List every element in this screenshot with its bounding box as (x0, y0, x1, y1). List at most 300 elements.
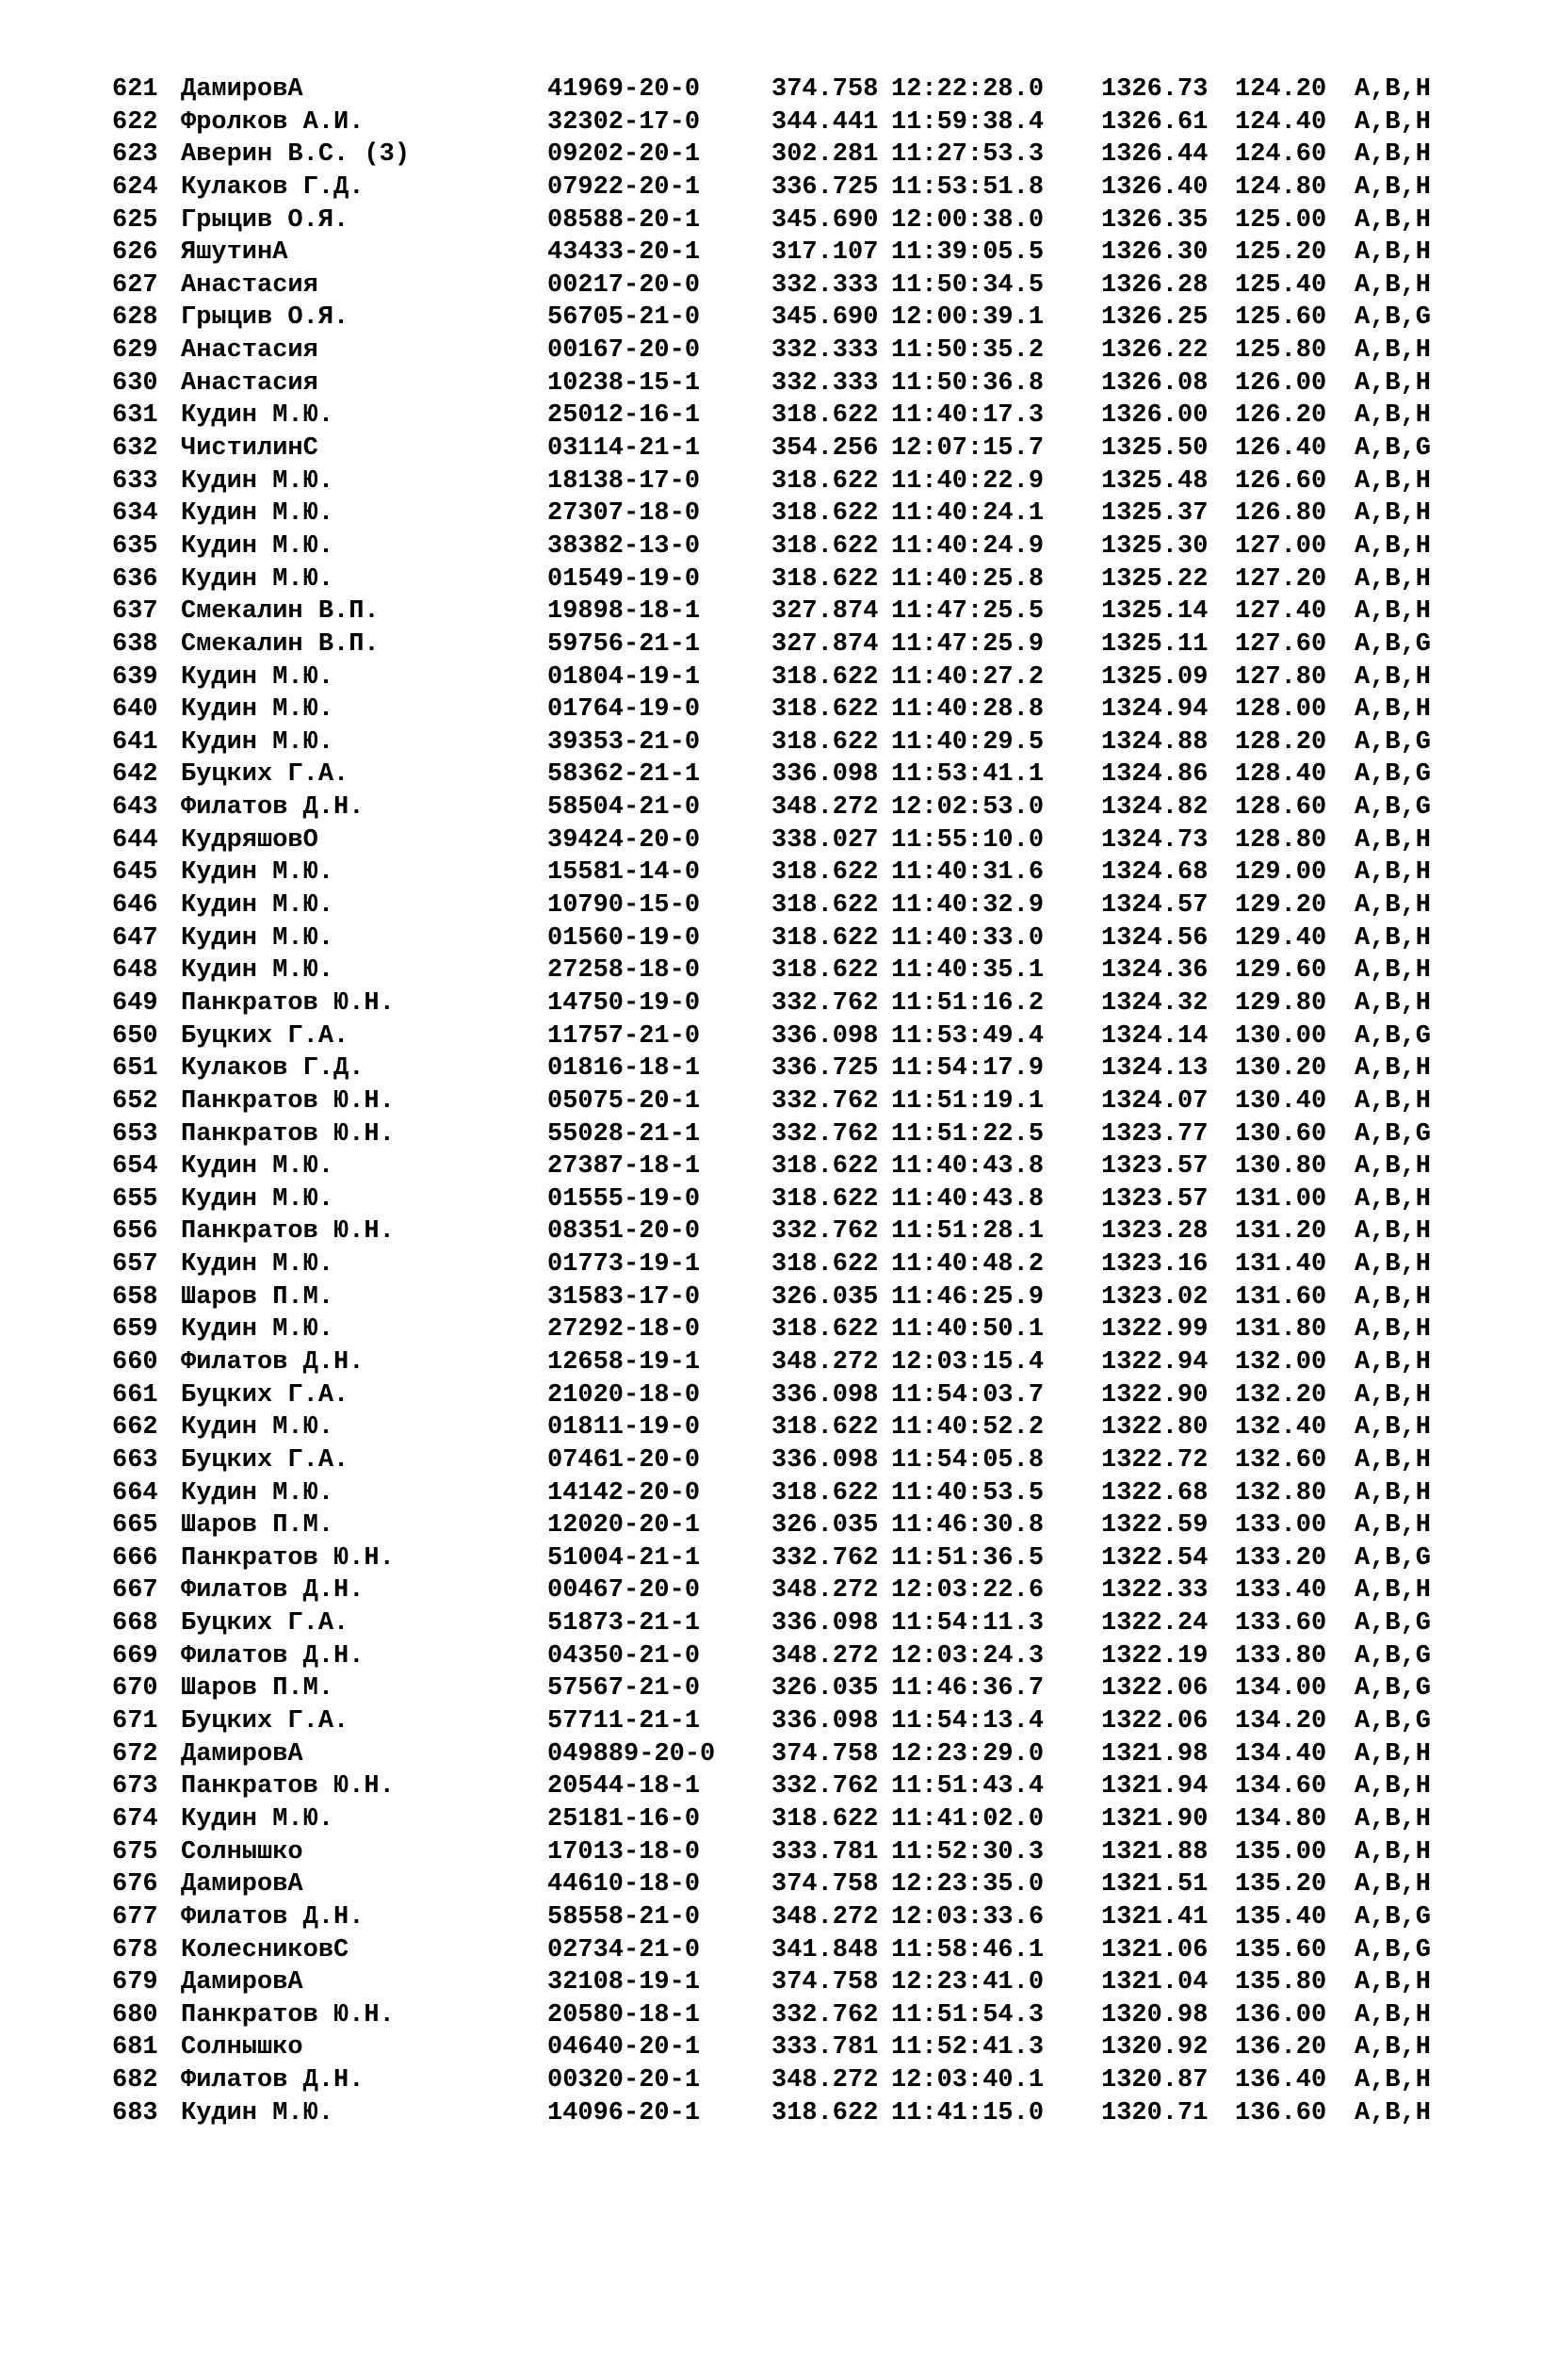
result-row (112, 856, 1432, 889)
score-value: 133.40 (1235, 1576, 1327, 1606)
distance: 318.622 (771, 401, 879, 431)
arrival-time: 11:51:19.1 (891, 1086, 1045, 1116)
arrival-time: 11:54:13.4 (891, 1707, 1045, 1736)
distance: 318.622 (771, 1250, 879, 1280)
result-row (112, 399, 1432, 432)
ring-code: 07922-20-1 (547, 172, 701, 202)
result-row (112, 889, 1432, 922)
participant-name: Кулаков Г.Д. (181, 1054, 365, 1084)
category-flags: A,B,H (1355, 531, 1432, 561)
place-number: 635 (112, 531, 158, 561)
distance: 336.098 (771, 1445, 879, 1475)
ring-code: 10238-15-1 (547, 368, 701, 398)
participant-name: Кудин М.Ю. (181, 1478, 334, 1508)
participant-name: Кудин М.Ю. (181, 1315, 334, 1345)
participant-name: Шаров П.М. (181, 1674, 334, 1703)
score-value: 125.00 (1235, 205, 1327, 235)
category-flags: A,B,G (1355, 1935, 1432, 1964)
result-row (112, 1999, 1432, 2032)
arrival-time: 11:27:53.3 (891, 140, 1045, 170)
category-flags: A,B,G (1355, 1609, 1432, 1638)
category-flags: A,B,H (1355, 172, 1432, 202)
speed-value: 1322.33 (1101, 1576, 1209, 1606)
ring-code: 51004-21-1 (547, 1543, 701, 1573)
ring-code: 59756-21-1 (547, 629, 701, 659)
participant-name: Кудин М.Ю. (181, 662, 334, 692)
ring-code: 08588-20-1 (547, 205, 701, 235)
distance: 348.272 (771, 1902, 879, 1932)
distance: 318.622 (771, 1184, 879, 1214)
result-row (112, 269, 1432, 302)
place-number: 671 (112, 1707, 158, 1736)
category-flags: A,B,G (1355, 1021, 1432, 1051)
category-flags: A,B,G (1355, 1543, 1432, 1573)
speed-value: 1320.92 (1101, 2033, 1209, 2062)
category-flags: A,B,H (1355, 2098, 1432, 2127)
arrival-time: 11:40:32.9 (891, 891, 1045, 921)
speed-value: 1321.94 (1101, 1772, 1209, 1801)
place-number: 632 (112, 434, 158, 464)
result-row (112, 1705, 1432, 1738)
arrival-time: 11:40:35.1 (891, 956, 1045, 986)
distance: 336.725 (771, 1054, 879, 1084)
distance: 336.098 (771, 760, 879, 790)
score-value: 127.80 (1235, 662, 1327, 692)
result-row (112, 2097, 1432, 2130)
place-number: 654 (112, 1152, 158, 1182)
score-value: 136.40 (1235, 2066, 1327, 2095)
category-flags: A,B,G (1355, 727, 1432, 757)
result-row (112, 2064, 1432, 2097)
place-number: 672 (112, 1739, 158, 1769)
score-value: 132.40 (1235, 1413, 1327, 1443)
score-value: 124.60 (1235, 140, 1327, 170)
category-flags: A,B,H (1355, 923, 1432, 953)
place-number: 645 (112, 858, 158, 888)
participant-name: Шаров П.М. (181, 1282, 334, 1312)
place-number: 681 (112, 2033, 158, 2062)
ring-code: 00217-20-0 (547, 270, 701, 300)
distance: 326.035 (771, 1282, 879, 1312)
ring-code: 41969-20-0 (547, 75, 701, 104)
arrival-time: 11:46:30.8 (891, 1511, 1045, 1540)
participant-name: Кудин М.Ю. (181, 564, 334, 594)
place-number: 670 (112, 1674, 158, 1703)
place-number: 629 (112, 336, 158, 366)
participant-name: Буцких Г.А. (181, 1445, 349, 1475)
ring-code: 07461-20-0 (547, 1445, 701, 1475)
category-flags: A,B,H (1355, 2033, 1432, 2062)
category-flags: A,B,H (1355, 1413, 1432, 1443)
speed-value: 1322.72 (1101, 1445, 1209, 1475)
participant-name: ДамировА (181, 1968, 303, 1997)
score-value: 133.00 (1235, 1511, 1327, 1540)
arrival-time: 11:51:28.1 (891, 1217, 1045, 1247)
speed-value: 1325.11 (1101, 629, 1209, 659)
distance: 348.272 (771, 1347, 879, 1377)
arrival-time: 12:22:28.0 (891, 75, 1045, 104)
score-value: 135.00 (1235, 1837, 1327, 1867)
score-value: 125.60 (1235, 303, 1327, 333)
arrival-time: 11:40:52.2 (891, 1413, 1045, 1443)
participant-name: Кудин М.Ю. (181, 1152, 334, 1182)
place-number: 668 (112, 1609, 158, 1638)
result-row (112, 595, 1432, 628)
speed-value: 1325.30 (1101, 531, 1209, 561)
ring-code: 01560-19-0 (547, 923, 701, 953)
speed-value: 1325.48 (1101, 466, 1209, 496)
place-number: 660 (112, 1347, 158, 1377)
score-value: 126.80 (1235, 499, 1327, 529)
distance: 332.762 (771, 2000, 879, 2030)
score-value: 134.40 (1235, 1739, 1327, 1769)
ring-code: 03114-21-1 (547, 434, 701, 464)
ring-code: 17013-18-0 (547, 1837, 701, 1867)
speed-value: 1321.06 (1101, 1935, 1209, 1964)
category-flags: A,B,G (1355, 1902, 1432, 1932)
distance: 318.622 (771, 891, 879, 921)
place-number: 621 (112, 75, 158, 104)
distance: 348.272 (771, 2066, 879, 2095)
participant-name: Смекалин В.П. (181, 597, 380, 627)
speed-value: 1321.88 (1101, 1837, 1209, 1867)
speed-value: 1323.77 (1101, 1119, 1209, 1149)
speed-value: 1326.40 (1101, 172, 1209, 202)
arrival-time: 11:40:25.8 (891, 564, 1045, 594)
ring-code: 27292-18-0 (547, 1315, 701, 1345)
score-value: 134.20 (1235, 1707, 1327, 1736)
distance: 318.622 (771, 564, 879, 594)
distance: 374.758 (771, 1968, 879, 1997)
participant-name: Кудин М.Ю. (181, 956, 334, 986)
category-flags: A,B,H (1355, 1347, 1432, 1377)
arrival-time: 11:46:36.7 (891, 1674, 1045, 1703)
participant-name: Буцких Г.А. (181, 760, 349, 790)
participant-name: Панкратов Ю.Н. (181, 1217, 395, 1247)
ring-code: 14750-19-0 (547, 988, 701, 1018)
arrival-time: 11:40:22.9 (891, 466, 1045, 496)
distance: 318.622 (771, 662, 879, 692)
distance: 318.622 (771, 466, 879, 496)
participant-name: КудряшовО (181, 825, 318, 855)
speed-value: 1322.54 (1101, 1543, 1209, 1573)
distance: 318.622 (771, 1804, 879, 1834)
distance: 336.098 (771, 1609, 879, 1638)
category-flags: A,B,H (1355, 1152, 1432, 1182)
result-row (112, 791, 1432, 824)
distance: 345.690 (771, 303, 879, 333)
score-value: 126.40 (1235, 434, 1327, 464)
ring-code: 25012-16-1 (547, 401, 701, 431)
score-value: 132.20 (1235, 1380, 1327, 1410)
ring-code: 00320-20-1 (547, 2066, 701, 2095)
ring-code: 51873-21-1 (547, 1609, 701, 1638)
ring-code: 58558-21-0 (547, 1902, 701, 1932)
result-row (112, 954, 1432, 987)
result-row (112, 1346, 1432, 1379)
distance: 318.622 (771, 858, 879, 888)
ring-code: 01804-19-1 (547, 662, 701, 692)
ring-code: 58504-21-0 (547, 793, 701, 823)
participant-name: Кудин М.Ю. (181, 891, 334, 921)
score-value: 136.60 (1235, 2098, 1327, 2127)
ring-code: 01811-19-0 (547, 1413, 701, 1443)
score-value: 124.80 (1235, 172, 1327, 202)
ring-code: 04350-21-0 (547, 1641, 701, 1671)
result-row (112, 1607, 1432, 1640)
distance: 341.848 (771, 1935, 879, 1964)
participant-name: Кудин М.Ю. (181, 499, 334, 529)
ring-code: 31583-17-0 (547, 1282, 701, 1312)
score-value: 124.20 (1235, 75, 1327, 104)
score-value: 127.40 (1235, 597, 1327, 627)
place-number: 631 (112, 401, 158, 431)
arrival-time: 11:39:05.5 (891, 238, 1045, 268)
score-value: 127.00 (1235, 531, 1327, 561)
score-value: 129.00 (1235, 858, 1327, 888)
distance: 345.690 (771, 205, 879, 235)
category-flags: A,B,H (1355, 1968, 1432, 1997)
place-number: 656 (112, 1217, 158, 1247)
category-flags: A,B,H (1355, 1511, 1432, 1540)
result-row (112, 824, 1432, 857)
place-number: 664 (112, 1478, 158, 1508)
speed-value: 1324.86 (1101, 760, 1209, 790)
ring-code: 55028-21-1 (547, 1119, 701, 1149)
speed-value: 1326.73 (1101, 75, 1209, 104)
speed-value: 1324.73 (1101, 825, 1209, 855)
score-value: 127.60 (1235, 629, 1327, 659)
score-value: 135.20 (1235, 1870, 1327, 1899)
participant-name: Кулаков Г.Д. (181, 172, 365, 202)
arrival-time: 12:03:33.6 (891, 1902, 1045, 1932)
participant-name: КолесниковС (181, 1935, 349, 1964)
distance: 354.256 (771, 434, 879, 464)
arrival-time: 11:40:48.2 (891, 1250, 1045, 1280)
distance: 374.758 (771, 1739, 879, 1769)
distance: 338.027 (771, 825, 879, 855)
category-flags: A,B,H (1355, 891, 1432, 921)
arrival-time: 11:40:27.2 (891, 662, 1045, 692)
speed-value: 1322.06 (1101, 1674, 1209, 1703)
place-number: 644 (112, 825, 158, 855)
participant-name: Панкратов Ю.Н. (181, 988, 395, 1018)
score-value: 131.40 (1235, 1250, 1327, 1280)
ring-code: 05075-20-1 (547, 1086, 701, 1116)
place-number: 653 (112, 1119, 158, 1149)
participant-name: ДамировА (181, 1739, 303, 1769)
speed-value: 1326.28 (1101, 270, 1209, 300)
place-number: 633 (112, 466, 158, 496)
participant-name: Смекалин В.П. (181, 629, 380, 659)
ring-code: 00167-20-0 (547, 336, 701, 366)
category-flags: A,B,H (1355, 2000, 1432, 2030)
result-row (112, 106, 1432, 139)
arrival-time: 11:40:31.6 (891, 858, 1045, 888)
distance: 318.622 (771, 1478, 879, 1508)
speed-value: 1326.44 (1101, 140, 1209, 170)
place-number: 625 (112, 205, 158, 235)
category-flags: A,B,H (1355, 597, 1432, 627)
speed-value: 1323.57 (1101, 1184, 1209, 1214)
category-flags: A,B,G (1355, 1707, 1432, 1736)
arrival-time: 11:50:34.5 (891, 270, 1045, 300)
result-row (112, 1085, 1432, 1118)
distance: 336.098 (771, 1707, 879, 1736)
participant-name: Буцких Г.А. (181, 1609, 349, 1638)
distance: 326.035 (771, 1511, 879, 1540)
participant-name: Анастасия (181, 270, 318, 300)
speed-value: 1324.68 (1101, 858, 1209, 888)
place-number: 658 (112, 1282, 158, 1312)
distance: 318.622 (771, 1152, 879, 1182)
score-value: 129.60 (1235, 956, 1327, 986)
place-number: 679 (112, 1968, 158, 1997)
category-flags: A,B,G (1355, 303, 1432, 333)
place-number: 650 (112, 1021, 158, 1051)
arrival-time: 11:40:17.3 (891, 401, 1045, 431)
place-number: 648 (112, 956, 158, 986)
distance: 318.622 (771, 531, 879, 561)
category-flags: A,B,H (1355, 2066, 1432, 2095)
category-flags: A,B,H (1355, 336, 1432, 366)
score-value: 128.40 (1235, 760, 1327, 790)
ring-code: 10790-15-0 (547, 891, 701, 921)
score-value: 131.60 (1235, 1282, 1327, 1312)
place-number: 667 (112, 1576, 158, 1606)
score-value: 128.00 (1235, 695, 1327, 725)
category-flags: A,B,H (1355, 238, 1432, 268)
result-row (112, 497, 1432, 530)
score-value: 133.20 (1235, 1543, 1327, 1573)
ring-code: 58362-21-1 (547, 760, 701, 790)
speed-value: 1324.32 (1101, 988, 1209, 1018)
result-row (112, 1477, 1432, 1510)
result-row (112, 758, 1432, 791)
result-row (112, 628, 1432, 661)
arrival-time: 11:52:41.3 (891, 2033, 1045, 2062)
participant-name: Буцких Г.А. (181, 1380, 349, 1410)
score-value: 128.20 (1235, 727, 1327, 757)
participant-name: Грыцив О.Я. (181, 303, 349, 333)
place-number: 680 (112, 2000, 158, 2030)
category-flags: A,B,H (1355, 75, 1432, 104)
category-flags: A,B,G (1355, 1119, 1432, 1149)
result-row (112, 139, 1432, 171)
result-row (112, 1738, 1432, 1771)
ring-code: 08351-20-0 (547, 1217, 701, 1247)
participant-name: Солнышко (181, 1837, 303, 1867)
place-number: 626 (112, 238, 158, 268)
distance: 318.622 (771, 956, 879, 986)
speed-value: 1325.37 (1101, 499, 1209, 529)
participant-name: Филатов Д.Н. (181, 1902, 365, 1932)
speed-value: 1322.68 (1101, 1478, 1209, 1508)
distance: 332.762 (771, 1217, 879, 1247)
result-row (112, 1150, 1432, 1183)
distance: 318.622 (771, 2098, 879, 2127)
participant-name: Панкратов Ю.Н. (181, 1772, 395, 1801)
ring-code: 39353-21-0 (547, 727, 701, 757)
speed-value: 1322.06 (1101, 1707, 1209, 1736)
ring-code: 20544-18-1 (547, 1772, 701, 1801)
category-flags: A,B,H (1355, 1217, 1432, 1247)
place-number: 646 (112, 891, 158, 921)
ring-code: 32108-19-1 (547, 1968, 701, 1997)
speed-value: 1326.22 (1101, 336, 1209, 366)
result-row (112, 1183, 1432, 1216)
result-row (112, 1803, 1432, 1836)
ring-code: 43433-20-1 (547, 238, 701, 268)
arrival-time: 11:53:41.1 (891, 760, 1045, 790)
arrival-time: 12:03:24.3 (891, 1641, 1045, 1671)
category-flags: A,B,G (1355, 629, 1432, 659)
ring-code: 15581-14-0 (547, 858, 701, 888)
participant-name: Кудин М.Ю. (181, 923, 334, 953)
place-number: 636 (112, 564, 158, 594)
arrival-time: 11:47:25.5 (891, 597, 1045, 627)
score-value: 128.60 (1235, 793, 1327, 823)
result-row (112, 1542, 1432, 1575)
score-value: 130.80 (1235, 1152, 1327, 1182)
distance: 333.781 (771, 2033, 879, 2062)
ring-code: 39424-20-0 (547, 825, 701, 855)
arrival-time: 12:03:22.6 (891, 1576, 1045, 1606)
result-row (112, 922, 1432, 955)
place-number: 655 (112, 1184, 158, 1214)
distance: 326.035 (771, 1674, 879, 1703)
score-value: 130.60 (1235, 1119, 1327, 1149)
score-value: 136.20 (1235, 2033, 1327, 2062)
ring-code: 57567-21-0 (547, 1674, 701, 1703)
category-flags: A,B,H (1355, 1870, 1432, 1899)
arrival-time: 12:23:41.0 (891, 1968, 1045, 1997)
ring-code: 01773-19-1 (547, 1250, 701, 1280)
speed-value: 1326.00 (1101, 401, 1209, 431)
arrival-time: 12:00:38.0 (891, 205, 1045, 235)
speed-value: 1320.98 (1101, 2000, 1209, 2030)
participant-name: Филатов Д.Н. (181, 1641, 365, 1671)
score-value: 133.80 (1235, 1641, 1327, 1671)
ring-code: 18138-17-0 (547, 466, 701, 496)
result-row (112, 171, 1432, 204)
speed-value: 1323.02 (1101, 1282, 1209, 1312)
result-row (112, 1509, 1432, 1542)
participant-name: Кудин М.Ю. (181, 858, 334, 888)
place-number: 647 (112, 923, 158, 953)
distance: 332.762 (771, 1772, 879, 1801)
category-flags: A,B,G (1355, 1641, 1432, 1671)
distance: 336.098 (771, 1021, 879, 1051)
ring-code: 00467-20-0 (547, 1576, 701, 1606)
score-value: 132.80 (1235, 1478, 1327, 1508)
participant-name: Анастасия (181, 336, 318, 366)
result-row (112, 1215, 1432, 1248)
speed-value: 1324.82 (1101, 793, 1209, 823)
arrival-time: 11:46:25.9 (891, 1282, 1045, 1312)
participant-name: Кудин М.Ю. (181, 695, 334, 725)
result-row (112, 432, 1432, 465)
result-row (112, 530, 1432, 563)
arrival-time: 11:51:22.5 (891, 1119, 1045, 1149)
distance: 332.762 (771, 1543, 879, 1573)
arrival-time: 11:40:28.8 (891, 695, 1045, 725)
arrival-time: 11:40:50.1 (891, 1315, 1045, 1345)
speed-value: 1320.87 (1101, 2066, 1209, 2095)
arrival-time: 11:40:33.0 (891, 923, 1045, 953)
arrival-time: 11:47:25.9 (891, 629, 1045, 659)
score-value: 125.20 (1235, 238, 1327, 268)
